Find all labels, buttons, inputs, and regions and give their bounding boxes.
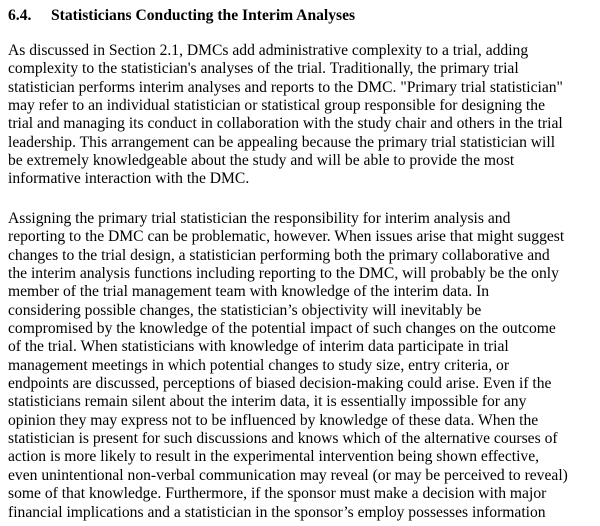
text-line: of the trial. When statisticians with knowledge of interim data participate in trial [8, 338, 509, 356]
text-line: considering possible changes, the statistician’s objectivity will inevitably be [8, 301, 482, 319]
paragraph-2 [8, 210, 598, 522]
text-line: compromised by the knowledge of the potential impact of such changes on the outcome [8, 320, 556, 338]
text-line: some of that knowledge. Furthermore, if the sponsor must make a decision with major [8, 485, 547, 503]
text-line: may refer to an individual statistician or statistical group responsible for designing the [8, 97, 545, 115]
text-line: trial and managing its conduct in collaboration with the study chair and others in the trial [8, 115, 563, 133]
text-line: statistician is present for such discussions and knows which of the alternative courses of [8, 430, 558, 448]
text-line: informative interaction with the DMC. [8, 170, 250, 188]
text-line: member of the trial management team with knowledge of the interim data. In [8, 283, 490, 301]
text-line: leadership. This arrangement can be appealing because the primary trial statistician will [8, 133, 556, 151]
text-line: reporting to the DMC can be problematic, however. When issues arise that might suggest [8, 228, 565, 246]
text-line: financial implications and a statistician in the sponsor’s employ possesses information [8, 503, 546, 521]
text-line: complexity to the statistician's analyses of the trial. Traditionally, the primary trial [8, 60, 519, 78]
section-title: Statisticians Conducting the Interim Analyses [51, 7, 356, 24]
text-line: changes to the trial design, a statistician performing both the primary collaborative and [8, 246, 550, 264]
text-line: opinion they may express not to be influenced by knowledge of these data. When the [8, 411, 539, 429]
text-line: action is more likely to result in the experimental intervention being shown effective, [8, 448, 540, 466]
text-line: be extremely knowledgeable about the study and will be able to provide the most [8, 152, 515, 170]
text-line: endpoints are discussed, perceptions of biased decision-making could arise. Even if the [8, 375, 552, 393]
section-number: 6.4. [8, 7, 32, 24]
text-line: statisticians remain silent about the interim data, it is essentially impossible for any [8, 393, 527, 411]
paragraph-1 [8, 42, 598, 189]
section-heading [8, 6, 355, 26]
text-line: As discussed in Section 2.1, DMCs add administrative complexity to a trial, adding [8, 42, 529, 59]
text-line: statistician performs interim analyses and reports to the DMC. "Primary trial statistician" [8, 78, 563, 96]
text-line: management meetings in which potential changes to study size, entry criteria, or [8, 356, 510, 374]
text-line: Assigning the primary trial statistician the responsibility for interim analysis and [8, 210, 511, 227]
text-line: even unintentional non-verbal communication may reveal (or may be perceived to reveal) [8, 466, 568, 484]
text-line: the interim analysis functions including reporting to the DMC, will probably be the only [8, 265, 559, 283]
